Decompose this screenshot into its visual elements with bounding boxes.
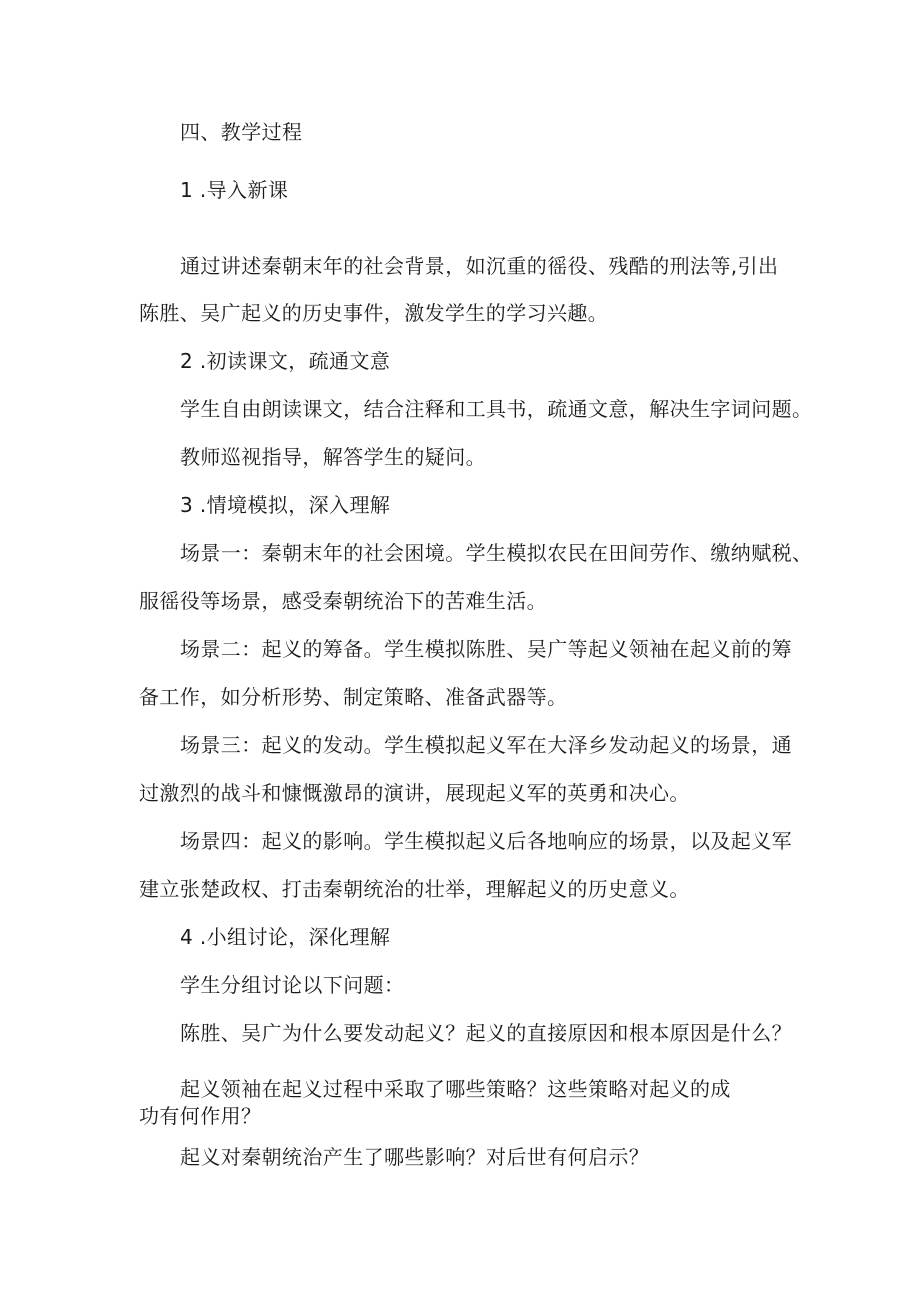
step1-heading: 1 .导入新课: [180, 178, 289, 202]
step2-heading: 2 .初读课文，疏通文意: [180, 349, 391, 373]
question-3: 起义对秦朝统治产生了哪些影响？对后世有何启示？: [180, 1145, 650, 1169]
scene1-line-1: 场景一：秦朝末年的社会困境。学生模拟农民在田间劳作、缴纳赋税、: [180, 541, 813, 565]
step2-paragraph-1: 学生自由朗读课文，结合注释和工具书，疏通文意，解决生字词问题。: [180, 397, 813, 421]
section-heading: 四、教学过程: [180, 120, 303, 144]
step1-paragraph-line-1: 通过讲述秦朝末年的社会背景，如沉重的徭役、残酷的刑法等,引出: [180, 254, 779, 278]
scene4-line-1: 场景四：起义的影响。学生模拟起义后各地响应的场景，以及起义军: [180, 829, 792, 853]
step4-intro: 学生分组讨论以下问题：: [180, 973, 405, 997]
scene1-line-2: 服徭役等场景，感受秦朝统治下的苦难生活。: [139, 589, 547, 613]
step2-paragraph-2: 教师巡视指导，解答学生的疑问。: [180, 445, 486, 469]
question-2-line-1: 起义领袖在起义过程中采取了哪些策略？这些策略对起义的成: [180, 1077, 731, 1101]
scene2-line-2: 备工作，如分析形势、制定策略、准备武器等。: [139, 685, 568, 709]
step1-paragraph-line-2: 陈胜、吴广起义的历史事件，激发学生的学习兴趣。: [139, 301, 609, 325]
scene2-line-1: 场景二：起义的筹备。学生模拟陈胜、吴广等起义领袖在起义前的筹: [180, 637, 792, 661]
scene3-line-1: 场景三：起义的发动。学生模拟起义军在大泽乡发动起义的场景，通: [180, 733, 792, 757]
step4-heading: 4 .小组讨论，深化理解: [180, 925, 391, 949]
question-1: 陈胜、吴广为什么要发动起义？起义的直接原因和根本原因是什么？: [180, 1021, 792, 1045]
question-2-line-2: 功有何作用？: [139, 1104, 262, 1128]
scene4-line-2: 建立张楚政权、打击秦朝统治的壮举，理解起义的历史意义。: [139, 877, 690, 901]
step3-heading: 3 .情境模拟，深入理解: [180, 493, 391, 517]
scene3-line-2: 过激烈的战斗和慷慨激昂的演讲，展现起义军的英勇和决心。: [139, 781, 690, 805]
